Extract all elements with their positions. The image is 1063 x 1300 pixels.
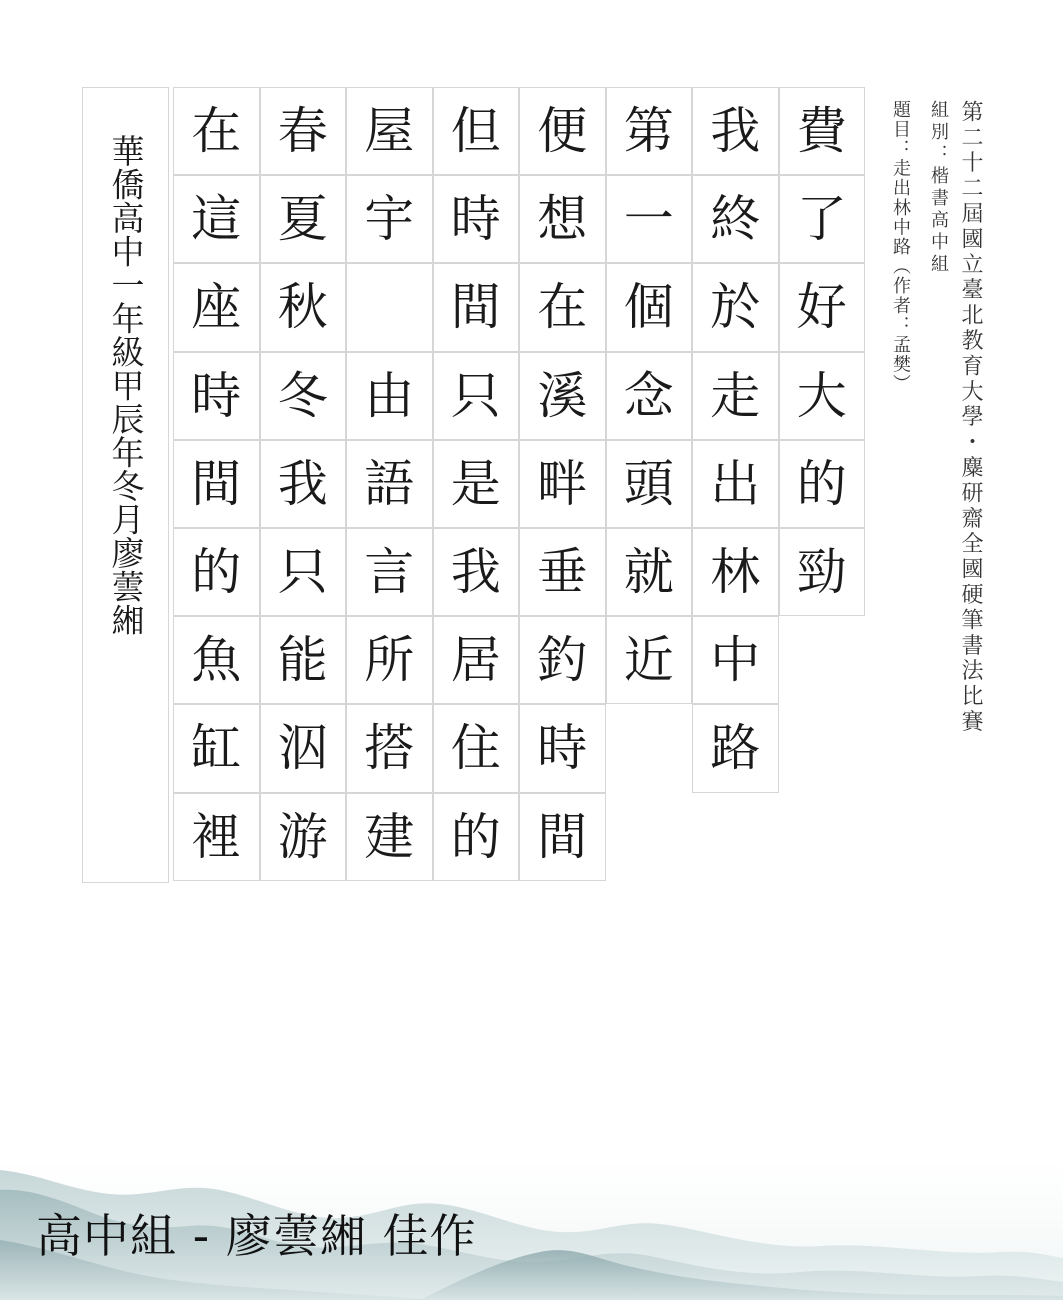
grid-cell: 第 <box>606 87 693 175</box>
grid-cell: 釣 <box>519 616 606 704</box>
grid-cell: 泅 <box>260 704 347 792</box>
grid-cell: 裡 <box>173 793 260 881</box>
grid-cell: 一 <box>606 175 693 263</box>
grid-cell: 由 <box>346 352 433 440</box>
grid-cell: 念 <box>606 352 693 440</box>
grid-cell: 我 <box>433 528 520 616</box>
grid-cell: 這 <box>173 175 260 263</box>
grid-cell: 在 <box>173 87 260 175</box>
grid-cell: 勁 <box>779 528 866 616</box>
grid-cell: 間 <box>173 440 260 528</box>
grid-cell: 時 <box>519 704 606 792</box>
signature-text: 華僑高中一年級甲辰年冬月廖蕓緗 <box>106 134 146 637</box>
caption: 高中組 - 廖蕓緗 佳作 <box>36 1209 477 1263</box>
grid-cell: 只 <box>260 528 347 616</box>
grid-cell: 魚 <box>173 616 260 704</box>
grid-cell: 大 <box>779 352 866 440</box>
grid-cell: 近 <box>606 616 693 704</box>
grid-cell: 的 <box>779 440 866 528</box>
grid-cell: 間 <box>433 263 520 351</box>
grid-cell: 就 <box>606 528 693 616</box>
header-topic: 題目：走出林中路（作者：孟樊） <box>890 100 911 394</box>
grid-cell: 垂 <box>519 528 606 616</box>
grid-cell: 費 <box>779 87 866 175</box>
grid-cell <box>346 263 433 351</box>
grid-cell: 走 <box>692 352 779 440</box>
grid-cell: 宇 <box>346 175 433 263</box>
signature-column <box>82 87 169 883</box>
grid-cell: 春 <box>260 87 347 175</box>
grid-cell: 言 <box>346 528 433 616</box>
grid-cell: 便 <box>519 87 606 175</box>
grid-cell: 出 <box>692 440 779 528</box>
grid-cell: 能 <box>260 616 347 704</box>
grid-cell: 終 <box>692 175 779 263</box>
grid-cell: 所 <box>346 616 433 704</box>
grid-cell: 是 <box>433 440 520 528</box>
grid-cell: 座 <box>173 263 260 351</box>
grid-cell: 的 <box>433 793 520 881</box>
grid-cell: 但 <box>433 87 520 175</box>
header-title: 第二十二屆國立臺北教育大學・麋研齋全國硬筆書法比賽 <box>958 100 983 735</box>
grid-cell: 語 <box>346 440 433 528</box>
grid-cell: 時 <box>433 175 520 263</box>
grid-cell: 中 <box>692 616 779 704</box>
grid-cell: 我 <box>260 440 347 528</box>
grid-cell: 夏 <box>260 175 347 263</box>
grid-cell: 在 <box>519 263 606 351</box>
grid-cell: 好 <box>779 263 866 351</box>
grid-cell: 秋 <box>260 263 347 351</box>
grid-cell: 間 <box>519 793 606 881</box>
grid-cell: 個 <box>606 263 693 351</box>
grid-cell: 頭 <box>606 440 693 528</box>
grid-cell: 溪 <box>519 352 606 440</box>
grid-cell: 了 <box>779 175 866 263</box>
grid-cell: 居 <box>433 616 520 704</box>
header-group: 組別：楷書高中組 <box>928 100 949 276</box>
grid-cell: 建 <box>346 793 433 881</box>
grid-cell: 想 <box>519 175 606 263</box>
grid-cell: 冬 <box>260 352 347 440</box>
grid-cell: 只 <box>433 352 520 440</box>
grid-cell: 我 <box>692 87 779 175</box>
grid-cell: 游 <box>260 793 347 881</box>
grid-cell: 屋 <box>346 87 433 175</box>
grid-cell: 時 <box>173 352 260 440</box>
grid-cell: 於 <box>692 263 779 351</box>
grid-cell: 搭 <box>346 704 433 792</box>
grid-cell: 路 <box>692 704 779 792</box>
grid-cell: 林 <box>692 528 779 616</box>
grid-cell: 的 <box>173 528 260 616</box>
grid-cell: 畔 <box>519 440 606 528</box>
grid-cell: 住 <box>433 704 520 792</box>
grid-cell: 缸 <box>173 704 260 792</box>
